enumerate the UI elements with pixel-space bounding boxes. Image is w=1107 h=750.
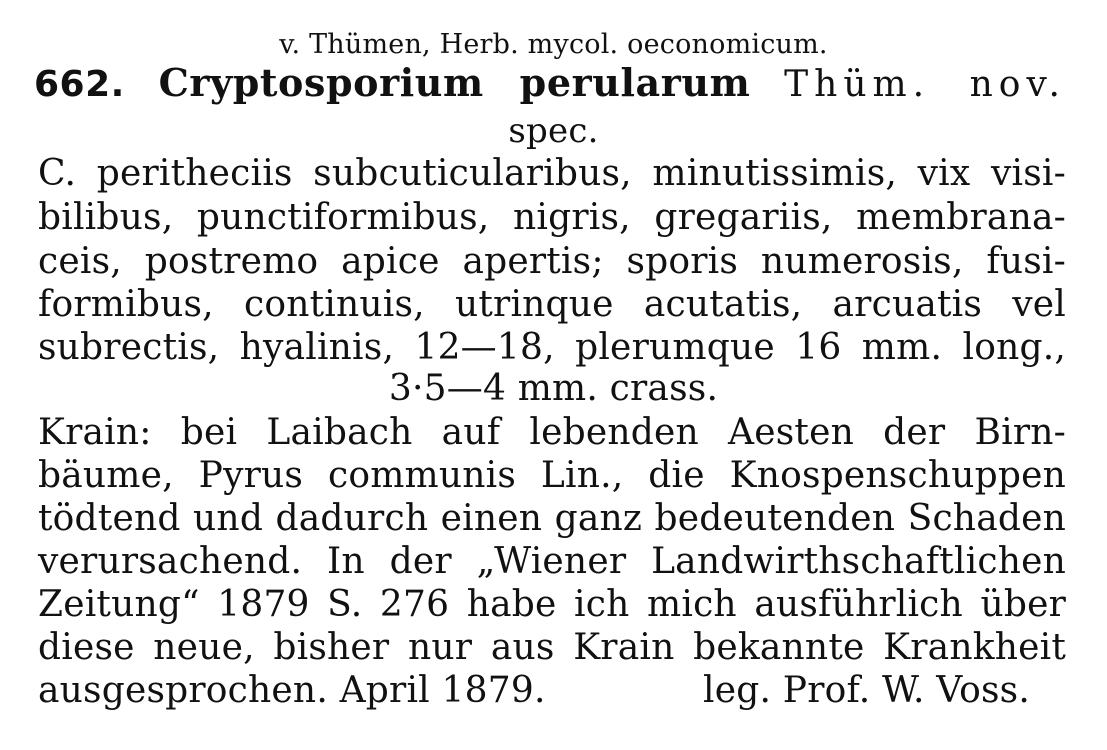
locality-line: bäume, Pyrus communis Lin., die Knospenschuppen (38, 455, 1066, 496)
description-last-line: 3·5—4 mm. crass. (388, 368, 719, 409)
specimen-number: 662. (34, 64, 125, 105)
locality-line: Zeitung“ 1879 S. 276 habe ich mich ausführlich über (38, 584, 1066, 625)
series-header: v. Thümen, Herb. mycol. oeconomicum. (279, 29, 828, 60)
date-text: ausgesprochen. April 1879. (38, 670, 546, 711)
species-status: spec. (508, 111, 599, 151)
description-line: C. peritheciis subcuticularibus, minutissimis, vix visi- (38, 153, 1066, 194)
description-line: ceis, postremo apice apertis; sporis numerosis, fusi- (38, 241, 1066, 282)
locality-last-line (38, 670, 1066, 712)
description-line: subrectis, hyalinis, 12—18, plerumque 16 mm. long., (38, 327, 1066, 368)
species-name: Cryptosporium perularum (158, 60, 751, 105)
species-title (34, 62, 1066, 106)
locality-line: verursachend. In der „Wiener Landwirthschaftlichen (38, 541, 1066, 582)
locality-line: tödtend und dadurch einen ganz bedeutenden Schaden (38, 498, 1066, 539)
locality-line: diese neue, bisher nur aus Krain bekannte Krankheit (38, 627, 1066, 668)
description-line: bilibus, punctiformibus, nigris, gregariis, membrana- (38, 197, 1066, 238)
description-line: formibus, continuis, utrinque acutatis, arcuatis vel (38, 284, 1066, 325)
locality-line: Krain: bei Laibach auf lebenden Aesten der Birn- (38, 412, 1066, 453)
species-author: Thüm. nov. (784, 64, 1066, 105)
collector-text: leg. Prof. W. Voss. (703, 670, 1030, 711)
